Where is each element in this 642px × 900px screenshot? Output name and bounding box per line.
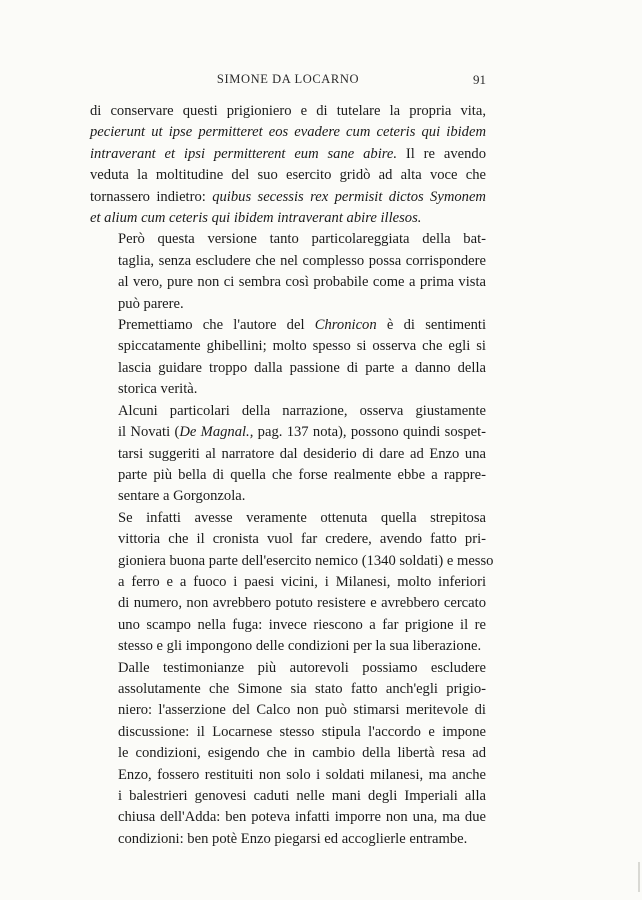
italic-text: quibus secessis rex permisit dictos Symonem bbox=[212, 188, 486, 205]
text-segment: stesso e gli impongono delle condizioni per la sua liberazione. bbox=[118, 638, 482, 655]
paragraph bbox=[90, 101, 486, 229]
text-line bbox=[90, 165, 486, 186]
italic-text: intraverant et ipsi permitterent eum sane abire. bbox=[90, 145, 398, 162]
text-line bbox=[90, 229, 486, 250]
text-line bbox=[90, 187, 486, 208]
text-line bbox=[90, 658, 486, 679]
text-line bbox=[90, 251, 486, 272]
text-line bbox=[90, 700, 486, 721]
text-line bbox=[90, 315, 486, 336]
running-title: SIMONE DA LOCARNO bbox=[216, 72, 360, 86]
text-segment: Però questa versione tanto particolareggiata della bat- bbox=[118, 231, 486, 248]
text-segment: uno scampo nella fuga: invece riescono a far prigione il re bbox=[118, 616, 486, 633]
text-line bbox=[90, 272, 486, 293]
text-segment: veduta la moltitudine del suo esercito gridò ad alta voce che bbox=[90, 167, 486, 184]
text-segment: Enzo, fossero restituiti non solo i soldati milanesi, ma anche bbox=[118, 766, 486, 783]
text-line bbox=[90, 444, 486, 465]
text-line bbox=[90, 144, 486, 165]
text-line bbox=[90, 336, 486, 357]
text-segment: vittoria che il cronista vuol far credere, avendo fatto pri- bbox=[118, 531, 486, 548]
text-line bbox=[90, 786, 486, 807]
text-segment: di numero, non avrebbero potuto resistere e avrebbero cercato bbox=[118, 595, 486, 612]
text-segment: al vero, pure non ci sembra così probabile come a prima vista bbox=[118, 274, 486, 291]
italic-text: et alium cum ceteris qui ibidem intraverant abire illesos. bbox=[90, 210, 422, 227]
text-line bbox=[90, 401, 486, 422]
page-number: 91 bbox=[473, 72, 486, 87]
page-edge-mark bbox=[638, 862, 640, 892]
running-head bbox=[90, 72, 486, 92]
text-segment: di conservare questi prigioniero e di tutelare la propria vita, bbox=[90, 103, 486, 119]
text-segment: tarsi suggeriti al narratore dal desiderio di dare ad Enzo una bbox=[118, 445, 486, 462]
text-segment: tornassero indietro: bbox=[90, 188, 213, 205]
text-line bbox=[90, 743, 486, 764]
text-line bbox=[90, 379, 486, 400]
italic-text: De Magnal., bbox=[179, 424, 254, 441]
body-text bbox=[90, 101, 494, 850]
text-line bbox=[90, 101, 486, 122]
text-line bbox=[90, 636, 486, 657]
text-segment: a ferro e a fuoco i paesi vicini, i Milanesi, molto inferiori bbox=[118, 573, 486, 590]
paragraph bbox=[90, 401, 486, 508]
text-segment: il Novati ( bbox=[118, 424, 180, 441]
text-segment: niero: l'asserzione del Calco non può stimarsi meritevole di bbox=[118, 702, 486, 719]
text-line bbox=[90, 722, 486, 743]
text-line bbox=[90, 208, 486, 229]
text-segment: taglia, senza escludere che nel complesso possa corrispondere bbox=[118, 252, 486, 269]
text-segment: pag. 137 nota), possono quindi sospet- bbox=[253, 424, 486, 441]
text-line bbox=[90, 465, 486, 486]
text-line bbox=[90, 529, 486, 550]
text-segment: assolutamente che Simone sia stato fatto anch'egli prigio- bbox=[118, 680, 486, 697]
text-line bbox=[90, 508, 486, 529]
text-segment: le condizioni, esigendo che in cambio della libertà resa ad bbox=[118, 745, 486, 762]
text-line bbox=[90, 829, 486, 850]
text-segment: Dalle testimonianze più autorevoli possiamo escludere bbox=[118, 659, 486, 676]
text-line bbox=[90, 122, 486, 143]
text-segment: parte più bella di quella che forse realmente ebbe a rappre- bbox=[118, 466, 486, 483]
text-line bbox=[90, 807, 486, 828]
text-line bbox=[90, 551, 494, 572]
text-line bbox=[90, 765, 486, 786]
italic-text: pecierunt ut ipse permitteret eos evadere cum ceteris qui ibidem bbox=[90, 124, 486, 141]
text-segment: Il re avendo bbox=[397, 145, 487, 162]
text-segment: è di sentimenti bbox=[376, 317, 486, 334]
text-segment: i balestrieri genovesi caduti nelle mani degli Imperiali alla bbox=[118, 788, 486, 804]
text-segment: può parere. bbox=[118, 295, 184, 312]
paragraph bbox=[90, 229, 486, 315]
text-segment: spiccatamente ghibellini; molto spesso si osserva che egli si bbox=[118, 338, 486, 355]
text-segment: Alcuni particolari della narrazione, osserva giustamente bbox=[118, 402, 486, 419]
text-segment: storica verità. bbox=[118, 381, 198, 398]
text-line bbox=[90, 422, 486, 443]
paragraph bbox=[90, 508, 494, 658]
text-segment: lascia guidare troppo dalla passione di parte a danno della bbox=[118, 359, 486, 376]
text-segment: discussione: il Locarnese stesso stipula l'accordo e impone bbox=[118, 723, 486, 740]
text-line bbox=[90, 486, 486, 507]
text-line bbox=[90, 572, 486, 593]
text-segment: Premettiamo che l'autore del bbox=[118, 317, 315, 334]
paragraph bbox=[90, 658, 486, 851]
text-segment: chiusa dell'Adda: ben poteva infatti imporre non una, ma due bbox=[118, 809, 486, 826]
text-line bbox=[90, 679, 486, 700]
text-segment: condizioni: ben potè Enzo piegarsi ed accoglierle entrambe. bbox=[118, 830, 468, 847]
text-line bbox=[90, 294, 486, 315]
text-line bbox=[90, 615, 486, 636]
paragraph bbox=[90, 315, 486, 401]
text-line bbox=[90, 358, 486, 379]
text-segment: Se infatti avesse veramente ottenuta quella strepitosa bbox=[118, 509, 486, 526]
text-line bbox=[90, 593, 486, 614]
text-segment: gioniera buona parte dell'esercito nemico (1340 soldati) e messo bbox=[118, 552, 494, 569]
italic-text: Chronicon bbox=[314, 317, 377, 334]
text-segment: sentare a Gorgonzola. bbox=[118, 488, 246, 505]
